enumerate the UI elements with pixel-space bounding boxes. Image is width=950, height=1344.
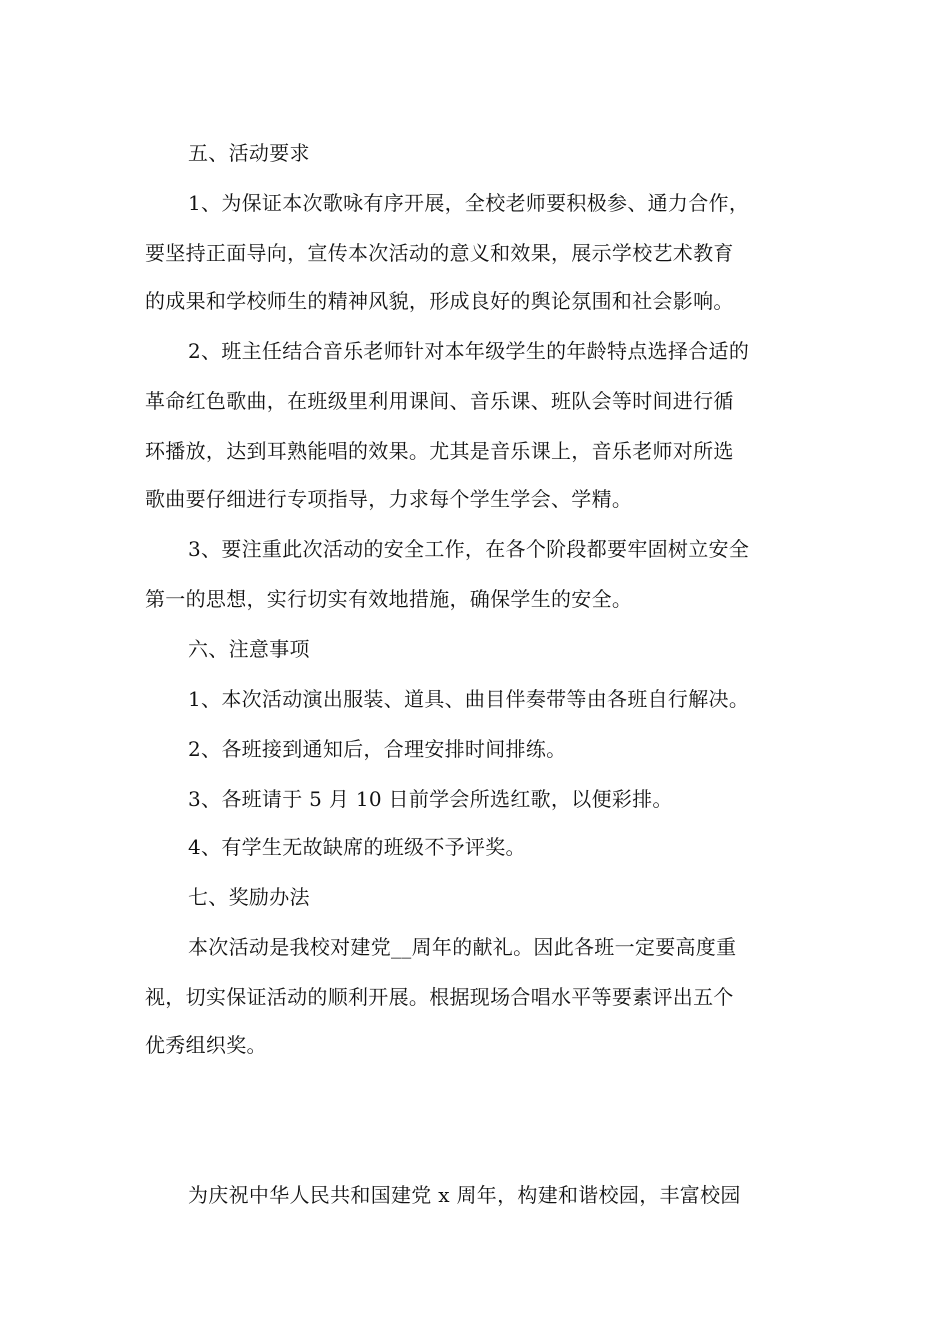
list-item: 2、各班接到通知后，合理安排时间排练。 (188, 737, 567, 761)
paragraph-line: 3、要注重此次活动的安全工作，在各个阶段都要牢固树立安全 (188, 537, 750, 561)
section-heading-notes: 六、注意事项 (188, 637, 310, 661)
list-item: 4、有学生无故缺席的班级不予评奖。 (188, 835, 526, 859)
paragraph-line: 环播放，达到耳熟能唱的效果。尤其是音乐课上，音乐老师对所选 (145, 439, 734, 463)
paragraph-line: 本次活动是我校对建党__周年的献礼。因此各班一定要高度重 (188, 935, 737, 959)
paragraph-line: 第一的思想，实行切实有效地措施，确保学生的安全。 (145, 587, 633, 611)
paragraph-line: 2、班主任结合音乐老师针对本年级学生的年龄特点选择合适的 (188, 339, 750, 363)
paragraph-line: 要坚持正面导向，宣传本次活动的意义和效果，展示学校艺术教育 (145, 241, 734, 265)
paragraph-line: 革命红色歌曲，在班级里利用课间、音乐课、班队会等时间进行循 (145, 389, 734, 413)
paragraph-line: 优秀组织奖。 (145, 1033, 267, 1057)
paragraph-line: 视，切实保证活动的顺利开展。根据现场合唱水平等要素评出五个 (145, 985, 734, 1009)
paragraph-line: 为庆祝中华人民共和国建党 x 周年，构建和谐校园，丰富校园 (188, 1183, 741, 1207)
paragraph-line: 歌曲要仔细进行专项指导，力求每个学生学会、学精。 (145, 487, 633, 511)
paragraph-line: 的成果和学校师生的精神风貌，形成良好的舆论氛围和社会影响。 (145, 289, 734, 313)
paragraph-line: 1、为保证本次歌咏有序开展，全校老师要积极参、通力合作， (188, 191, 750, 215)
list-item: 3、各班请于 5 月 10 日前学会所选红歌，以便彩排。 (188, 787, 673, 811)
list-item: 1、本次活动演出服装、道具、曲目伴奏带等由各班自行解决。 (188, 687, 750, 711)
section-heading-awards: 七、奖励办法 (188, 885, 310, 909)
section-heading-activity-requirements: 五、活动要求 (188, 141, 310, 165)
